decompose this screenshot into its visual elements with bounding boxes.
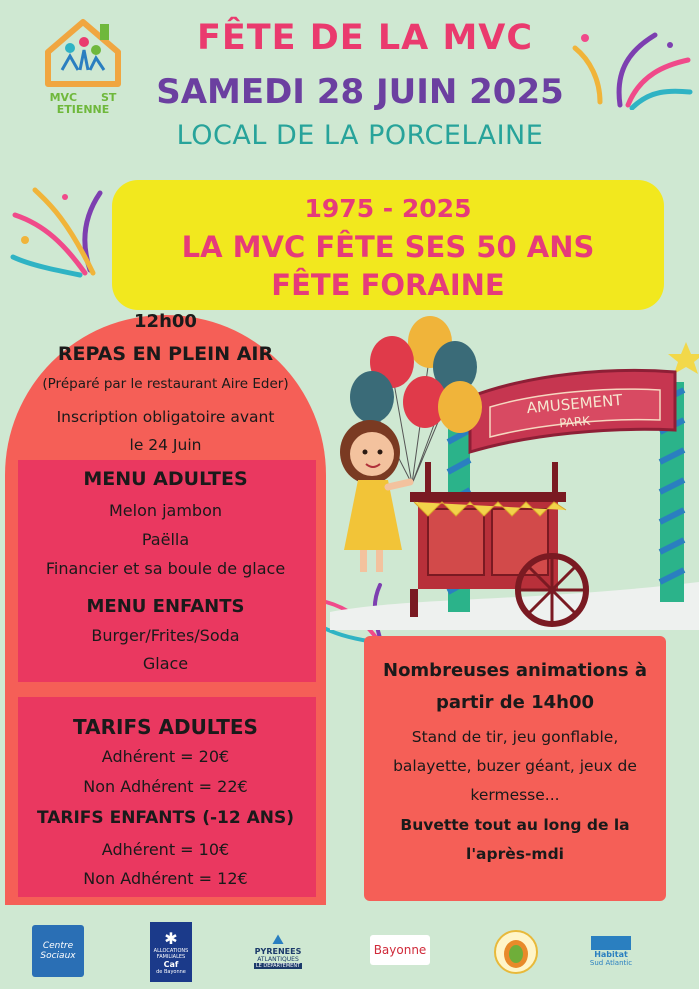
olive-icon — [493, 924, 539, 976]
mvc-logo — [40, 18, 126, 118]
menu-adults-title: MENU ADULTES — [83, 468, 248, 490]
menu-kids-item: Burger/Frites/Soda — [91, 626, 240, 645]
menu-adults-item: Paëlla — [141, 530, 190, 549]
price-kid-nonmember: Non Adhérent = 12€ — [83, 869, 248, 888]
caf-logo — [150, 922, 192, 982]
prices-kids-title: TARIFS ENFANTS (-12 ANS) — [36, 808, 295, 828]
pyrenees-atlantiques-logo — [250, 925, 306, 977]
mountain-icon: ⛰ — [272, 932, 284, 948]
meal-subtitle: (Préparé par le restaurant Aire Eder) — [42, 376, 289, 392]
activities-title-line-1: Nombreuses animations à — [383, 660, 647, 681]
sign-text: AMUSEMENT — [525, 390, 624, 418]
menu-kids-item: Glace — [142, 654, 189, 673]
event-date: SAMEDI 28 JUIN 2025 — [156, 72, 564, 112]
house-roof-icon — [591, 936, 631, 950]
partner-round-logo — [492, 922, 540, 978]
habitat-text: Habitat — [594, 949, 628, 959]
meal-title: REPAS EN PLEIN AIR — [57, 343, 274, 365]
registration-line-1: Inscription obligatoire avant — [56, 408, 275, 426]
menu-adults-item: Financier et sa boule de glace — [45, 559, 286, 578]
price-adult-member: Adhérent = 20€ — [101, 747, 230, 766]
event-title: FÊTE DE LA MVC — [196, 18, 534, 58]
price-adult-nonmember: Non Adhérent = 22€ — [83, 777, 248, 796]
activities-details-line-3: kermesse... — [470, 786, 560, 804]
caf-label: ALLOCATIONS FAMILIALES — [153, 948, 189, 960]
confetti-decoration-left — [5, 185, 110, 280]
centre-social-logo — [32, 925, 84, 977]
girl-icon — [340, 420, 410, 572]
centre-social-text: Centre Sociaux — [40, 941, 76, 961]
menu-kids-title: MENU ENFANTS — [86, 596, 245, 617]
logo-text: MVC ST ETIENNE — [49, 91, 117, 117]
house-icon — [40, 18, 126, 88]
bar-line-2: l'après-mdi — [466, 845, 564, 863]
banner-years: 1975 - 2025 — [304, 194, 472, 223]
pyrenees-text: LE DÉPARTEMENT — [255, 963, 301, 969]
caf-snowflake-icon: ✱ — [164, 929, 178, 948]
event-location: LOCAL DE LA PORCELAINE — [176, 120, 544, 151]
activities-details-line-1: Stand de tir, jeu gonflable, — [411, 728, 619, 746]
registration-line-2: le 24 Juin — [129, 436, 202, 454]
caf-name: Caf — [163, 960, 179, 969]
bayonne-logo — [370, 935, 430, 965]
activities-details-line-2: balayette, buzer géant, jeux de — [393, 757, 637, 775]
habitat-sud-atlantic-logo — [588, 925, 634, 977]
sign-text: PARK — [558, 413, 591, 431]
caf-city: de Bayonne — [156, 969, 186, 975]
funfair-illustration — [330, 312, 699, 630]
pyrenees-text: ATLANTIQUES — [257, 956, 299, 963]
banner-anniversary: LA MVC FÊTE SES 50 ANS — [181, 230, 595, 264]
banner-funfair: FÊTE FORAINE — [271, 268, 505, 302]
habitat-text: Sud Atlantic — [589, 958, 633, 967]
bayonne-text: Bayonne — [373, 943, 427, 957]
prices-adults-title: TARIFS ADULTES — [73, 715, 258, 739]
pyrenees-text: PYRENEES — [254, 947, 302, 956]
price-kid-member: Adhérent = 10€ — [101, 840, 230, 859]
activities-title-line-2: partir de 14h00 — [435, 692, 595, 713]
anniversary-banner — [112, 180, 664, 310]
bar-line-1: Buvette tout au long de la — [400, 816, 630, 834]
star-icon — [668, 342, 699, 374]
meal-time: 12h00 — [134, 311, 197, 332]
menu-adults-item: Melon jambon — [108, 501, 223, 520]
